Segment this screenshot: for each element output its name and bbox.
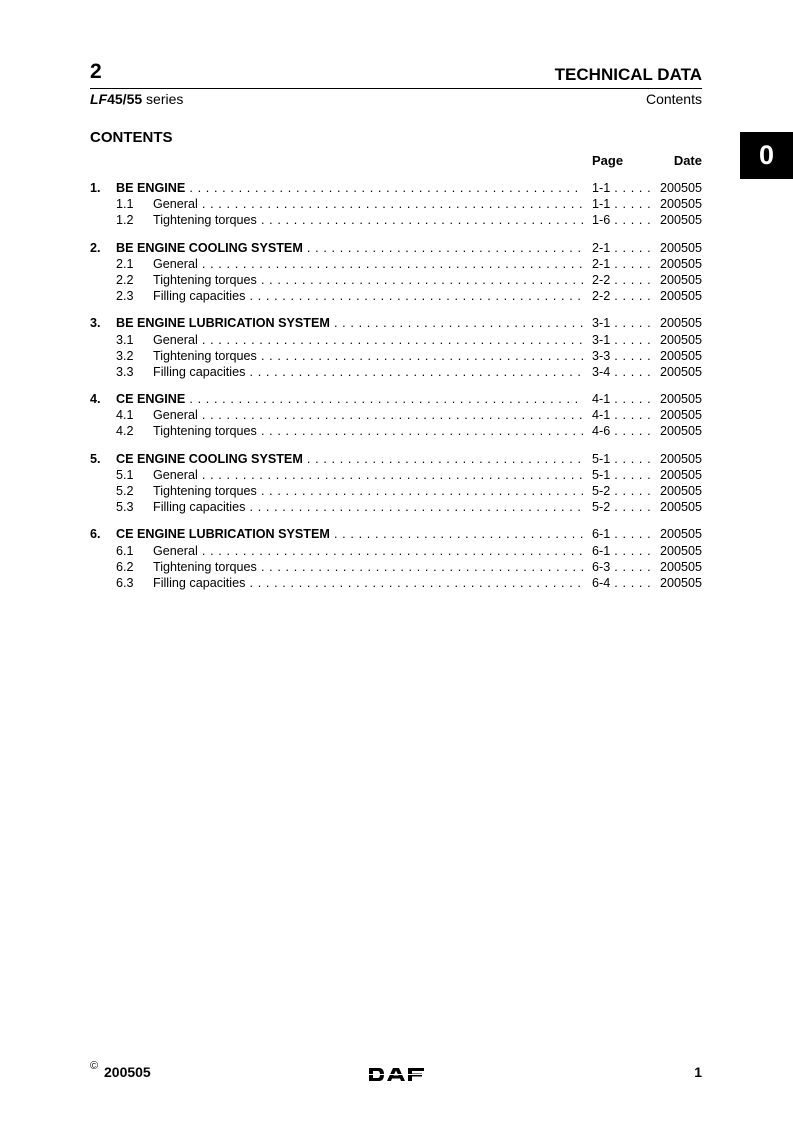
toc-page-leader [592,180,650,196]
toc-date: 200505 [659,240,702,255]
toc-title-leader [153,256,583,272]
chapter-number: 2 [90,60,102,83]
toc-number: 4.2 [116,424,134,439]
toc-title: Tightening torques [153,559,257,574]
toc-title: BE ENGINE LUBRICATION SYSTEM [116,316,330,331]
toc-title-leader [116,391,583,407]
toc-page: 1-1 [592,181,611,195]
toc-title-leader [116,315,583,331]
toc-page-leader [592,288,650,304]
toc-number: 2.2 [116,272,134,287]
header-divider [90,88,702,89]
toc-date: 200505 [659,392,702,407]
toc-title-leader [116,451,583,467]
toc-number: 4.1 [116,408,134,423]
toc-page: 2-2 [592,272,611,287]
toc-subsection-row[interactable] [90,423,702,439]
toc-chapter-row[interactable] [90,315,702,331]
toc-page: 4-1 [592,408,611,423]
toc-number: 6.2 [116,559,134,574]
toc-subsection-row[interactable] [90,407,702,423]
toc-page-leader [592,332,650,348]
toc-subsection-row[interactable] [90,575,702,591]
toc-number: 5.3 [116,500,134,515]
toc-number: 3.1 [116,332,134,347]
toc-number: 1.2 [116,213,134,228]
toc-page: 2-2 [592,289,611,304]
toc-subsection-row[interactable] [90,467,702,483]
toc-page-leader [592,499,650,515]
toc-page-leader [592,364,650,380]
toc-number: 2.3 [116,289,134,304]
toc-subsection-row[interactable] [90,212,702,228]
toc-date: 200505 [659,467,702,482]
toc-page: 2-1 [592,240,611,255]
toc-page-leader [592,391,650,407]
series-label [90,91,183,107]
toc-subsection-row[interactable] [90,559,702,575]
toc-title: Tightening torques [153,213,257,228]
toc-number: 4. [90,392,101,407]
toc-title-leader [153,212,583,228]
toc-title-leader [116,240,583,256]
toc-title-leader [153,483,583,499]
toc-subsection-row[interactable] [90,543,702,559]
toc-page-leader [592,483,650,499]
daf-logo-mark [368,1066,426,1083]
toc-page: 6-1 [592,527,611,542]
toc-subsection-row[interactable] [90,483,702,499]
toc-number: 5.1 [116,467,134,482]
toc-subsection-row[interactable] [90,348,702,364]
toc-title: Filling capacities [153,575,246,590]
toc-date: 200505 [659,213,702,228]
toc-section [90,180,702,229]
toc-date: 200505 [659,348,702,363]
toc-title: CE ENGINE COOLING SYSTEM [116,451,303,466]
toc-title-leader [153,559,583,575]
toc-page-leader [592,272,650,288]
toc-title-leader [153,423,583,439]
toc-title-leader [153,543,583,559]
toc-subsection-row[interactable] [90,364,702,380]
toc-title: Filling capacities [153,500,246,515]
toc-page-leader [592,467,650,483]
toc-page: 6-3 [592,559,611,574]
toc-date: 200505 [659,272,702,287]
toc-page: 3-1 [592,332,611,347]
toc-number: 3.2 [116,348,134,363]
footer-page-number: 1 [694,1064,702,1080]
toc-page-leader [592,451,650,467]
toc-title: BE ENGINE COOLING SYSTEM [116,240,303,255]
section-tab: 0 [740,132,793,179]
toc-page-leader [592,256,650,272]
toc-page-leader [592,348,650,364]
toc-page: 5-1 [592,451,611,466]
toc-number: 5.2 [116,484,134,498]
toc-page: 3-1 [592,316,611,331]
series-suffix: series [142,91,184,107]
toc-page: 3-4 [592,364,611,379]
toc-title-leader [153,575,583,591]
toc-page: 3-3 [592,348,611,363]
toc-title: Tightening torques [153,484,257,498]
toc-number: 1.1 [116,197,134,212]
footer-date: 200505 [104,1064,151,1080]
toc-section [90,240,702,305]
toc-number: 2.1 [116,256,134,271]
toc-number: 6.3 [116,575,134,590]
toc-chapter-row[interactable] [90,451,702,467]
toc-page: 4-1 [592,392,611,407]
toc-page-leader [592,407,650,423]
toc-date: 200505 [659,575,702,590]
toc-subsection-row[interactable] [90,332,702,348]
toc-page: 1-1 [592,197,611,212]
toc-number: 6. [90,527,101,542]
toc-date: 200505 [659,256,702,271]
toc-page-leader [592,423,650,439]
toc-page: 6-4 [592,575,611,590]
toc-date: 200505 [659,527,702,542]
toc-page-leader [592,559,650,575]
toc-title: General [153,256,198,271]
toc-title-leader [116,180,583,196]
toc-title: Filling capacities [153,289,246,304]
toc-title: Tightening torques [153,348,257,363]
toc-date: 200505 [659,500,702,515]
toc-chapter-row[interactable] [90,180,702,196]
toc-section [90,391,702,440]
toc-title-leader [116,526,583,542]
toc-title-leader [153,332,583,348]
toc-date: 200505 [659,451,702,466]
toc-date: 200505 [659,332,702,347]
toc-title: General [153,467,198,482]
toc-page: 6-1 [592,543,611,558]
toc-page: 5-1 [592,467,611,482]
copyright-symbol: © [90,1060,99,1072]
toc-title-leader [153,407,583,423]
series-model-prefix: LF [90,91,108,107]
toc-title-leader [153,348,583,364]
toc-page-leader [592,543,650,559]
toc-date: 200505 [659,424,702,439]
toc-section [90,315,702,380]
toc-title: General [153,543,198,558]
toc-page-leader [592,526,650,542]
toc-number: 3. [90,316,101,331]
toc-page: 4-6 [592,424,611,439]
toc-chapter-row[interactable] [90,526,702,542]
toc-title: CE ENGINE LUBRICATION SYSTEM [116,527,330,542]
toc-number: 3.3 [116,364,134,379]
toc-date: 200505 [659,316,702,331]
toc-title: BE ENGINE [116,181,186,195]
toc-date: 200505 [659,364,702,379]
toc-subsection-row[interactable] [90,288,702,304]
toc-page: 2-1 [592,256,611,271]
toc-page-leader [592,212,650,228]
toc-chapter-row[interactable] [90,240,702,256]
toc-number: 2. [90,240,101,255]
document-title: TECHNICAL DATA [554,65,702,84]
toc-page-leader [592,196,650,212]
page-column-header: Page [592,153,624,168]
toc-number: 1. [90,181,101,195]
toc-date: 200505 [659,181,702,195]
toc-number: 6.1 [116,543,134,558]
toc-title-leader [153,467,583,483]
toc-number: 5. [90,451,101,466]
toc-title-leader [153,499,583,515]
toc-date: 200505 [659,197,702,212]
toc-section [90,451,702,516]
toc-date: 200505 [659,559,702,574]
toc-title-leader [153,364,583,380]
toc-page: 1-6 [592,213,611,228]
page-subtitle: Contents [645,91,702,107]
toc-date: 200505 [659,289,702,304]
toc-page-leader [592,240,650,256]
date-column-header: Date [673,153,702,168]
toc-page: 5-2 [592,500,611,515]
daf-logo [368,1066,426,1088]
toc-title: Tightening torques [153,272,257,287]
toc-title: CE ENGINE [116,392,186,407]
toc-date: 200505 [659,543,702,558]
toc-date: 200505 [659,484,702,498]
toc-subsection-row[interactable] [90,499,702,515]
toc-title-leader [153,196,583,212]
toc-date: 200505 [659,408,702,423]
toc-chapter-row[interactable] [90,391,702,407]
toc-subsection-row[interactable] [90,272,702,288]
toc-title: General [153,197,198,212]
toc-title: General [153,332,198,347]
table-of-contents [90,180,702,602]
toc-title-leader [153,288,583,304]
toc-subsection-row[interactable] [90,256,702,272]
toc-title: General [153,408,198,423]
toc-subsection-row[interactable] [90,196,702,212]
toc-title: Tightening torques [153,424,257,439]
toc-page: 5-2 [592,484,611,498]
toc-page-leader [592,575,650,591]
toc-title-leader [153,272,583,288]
contents-heading: CONTENTS [90,129,173,146]
series-model-number: 45/55 [107,91,143,107]
toc-page-leader [592,315,650,331]
toc-title: Filling capacities [153,364,246,379]
toc-section [90,526,702,591]
